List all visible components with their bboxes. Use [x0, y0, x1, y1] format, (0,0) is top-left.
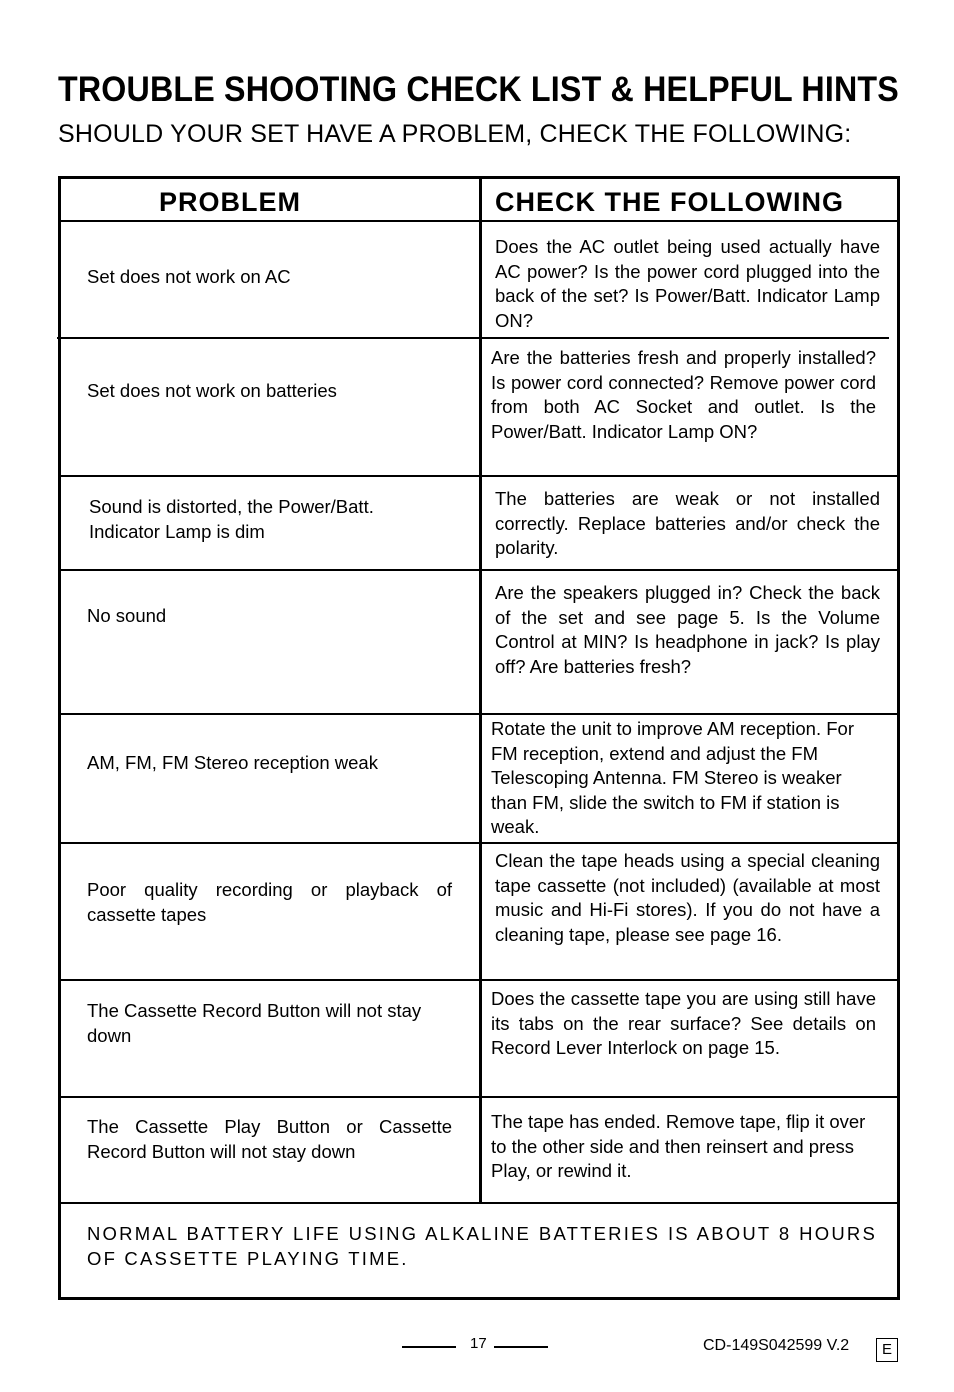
row-divider: [61, 713, 900, 715]
header-divider: [61, 220, 900, 222]
check-cell: Clean the tape heads using a special cleaning tape cassette (not included) (available at most music and Hi-Fi stores). If you do not have a cleaning tape, please see page 16.: [495, 850, 880, 945]
row-divider: [57, 337, 889, 339]
check-cell: The tape has ended. Remove tape, flip it over to the other side and then reinsert and press Play, or rewind it.: [491, 1111, 866, 1181]
page-number-dash-right: [494, 1346, 548, 1348]
check-cell: Does the AC outlet being used actually have AC power? Is the power cord plugged into the back of the set? Is Power/Batt. Indicator Lamp ON?: [495, 236, 880, 331]
row-divider: [61, 1096, 900, 1098]
page-subtitle: SHOULD YOUR SET HAVE A PROBLEM, CHECK THE FOLLOWING:: [58, 120, 852, 148]
check-cell: The batteries are weak or not installed correctly. Replace batteries and/or check the polarity.: [495, 488, 880, 558]
problem-cell: No sound: [87, 605, 167, 626]
troubleshooting-table: [58, 176, 900, 1300]
row-divider: [61, 1202, 900, 1204]
battery-life-note: NORMAL BATTERY LIFE USING ALKALINE BATTERIES IS ABOUT 8 HOURS OF CASSETTE PLAYING TIME.: [87, 1223, 877, 1269]
column-divider: [479, 179, 482, 1203]
header-problem: PROBLEM: [159, 187, 301, 217]
problem-cell: Poor quality recording or playback of cassette tapes: [87, 879, 452, 925]
check-cell: Rotate the unit to improve AM reception. For FM reception, extend and adjust the FM Telescoping Antenna. FM Stereo is weaker than FM, slide the switch to FM if station is weak.: [491, 718, 854, 837]
row-divider: [61, 475, 900, 477]
language-badge: E: [876, 1338, 898, 1362]
problem-cell: The Cassette Record Button will not stay down: [87, 1000, 422, 1046]
problem-cell: Set does not work on batteries: [87, 380, 337, 401]
problem-cell: AM, FM, FM Stereo reception weak: [87, 752, 378, 773]
check-cell: Are the batteries fresh and properly installed? Is power cord connected? Remove power cord from both AC Socket and outlet. Is the Power/Batt. Indicator Lamp ON?: [491, 347, 876, 442]
document-code: CD-149S042599 V.2: [703, 1337, 850, 1354]
row-divider: [61, 569, 900, 571]
problem-cell: The Cassette Play Button or Cassette Record Button will not stay down: [87, 1116, 452, 1162]
row-divider: [61, 979, 900, 981]
row-divider: [61, 842, 900, 844]
problem-cell: Sound is distorted, the Power/Batt. Indicator Lamp is dim: [89, 496, 374, 542]
header-check: CHECK THE FOLLOWING: [495, 187, 844, 217]
page-title: TROUBLE SHOOTING CHECK LIST & HELPFUL HINTS: [58, 70, 899, 109]
check-cell: Are the speakers plugged in? Check the back of the set and see page 5. Is the Volume Control at MIN? Is headphone in jack? Is play off? Are batteries fresh?: [495, 582, 880, 677]
page-number: 17: [470, 1335, 487, 1352]
page-number-dash-left: [402, 1346, 456, 1348]
check-cell: Does the cassette tape you are using still have its tabs on the rear surface? See details on Record Lever Interlock on page 15.: [491, 988, 876, 1058]
problem-cell: Set does not work on AC: [87, 266, 291, 287]
